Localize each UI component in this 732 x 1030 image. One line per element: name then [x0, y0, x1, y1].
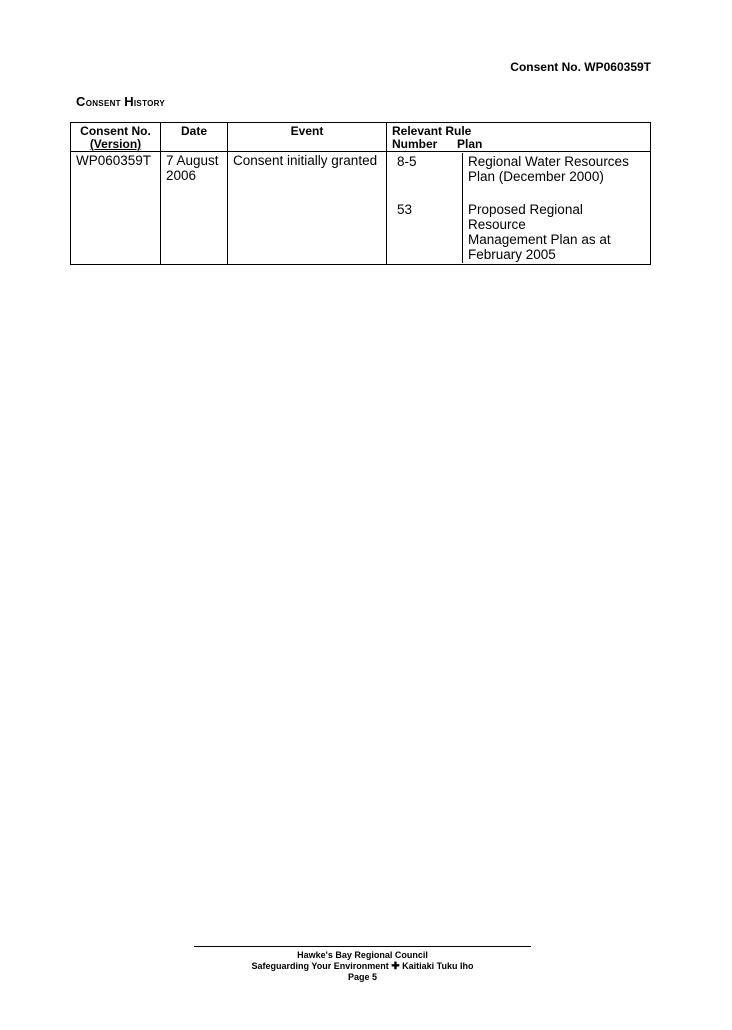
header-consent-no	[71, 123, 161, 152]
header-version-label: (Version)	[89, 137, 142, 151]
header-consent-no-label: Consent No.	[80, 124, 151, 138]
consent-history-table	[70, 122, 651, 265]
cell-consent-no: WP060359T	[71, 152, 161, 265]
header-relevant-rule	[387, 123, 651, 152]
header-date: Date	[161, 123, 228, 152]
rule-plan-line2: Plan (December 2000)	[468, 169, 604, 184]
table-row	[71, 152, 651, 265]
rule-number: 8-5	[392, 153, 463, 201]
page-footer	[194, 950, 531, 983]
table-header-row	[71, 123, 651, 152]
cell-date-line1: 7 August	[166, 153, 219, 168]
rule-number: 53	[392, 201, 463, 263]
header-event: Event	[228, 123, 387, 152]
header-plan: Plan	[457, 137, 483, 151]
header-relevant-rule-label: Relevant Rule	[392, 124, 472, 138]
rule-entry	[392, 153, 645, 201]
rule-plan-line1: Proposed Regional Resource	[468, 202, 583, 232]
footer-org: Hawke's Bay Regional Council	[297, 950, 428, 960]
footer-divider	[194, 946, 531, 947]
header-number: Number	[392, 137, 438, 151]
rule-plan-line1: Regional Water Resources	[468, 154, 629, 169]
footer-page-number: Page 5	[347, 972, 378, 982]
rule-entry	[392, 201, 645, 263]
section-title	[76, 94, 165, 109]
section-title-initial-2: H	[124, 94, 134, 109]
section-title-part-2: istory	[133, 97, 166, 109]
footer-tagline	[194, 961, 531, 972]
cross-icon: ✚	[391, 961, 400, 972]
footer-tagline-right: Kaitiaki Tuku Iho	[402, 961, 474, 971]
cell-date-line2: 2006	[166, 168, 197, 183]
cell-event: Consent initially granted	[228, 152, 387, 265]
cell-date	[161, 152, 228, 265]
rule-plan	[463, 153, 645, 201]
rule-plan-line3: February 2005	[468, 247, 556, 262]
rule-plan-line2: Management Plan as at	[468, 232, 611, 247]
section-title-part-1: onsent	[85, 97, 125, 109]
rule-plan	[463, 201, 645, 263]
consent-number-header: Consent No. WP060359T	[510, 60, 651, 74]
footer-tagline-left: Safeguarding Your Environment	[251, 961, 389, 971]
cell-relevant-rules	[387, 152, 651, 265]
section-title-initial-1: C	[76, 94, 86, 109]
